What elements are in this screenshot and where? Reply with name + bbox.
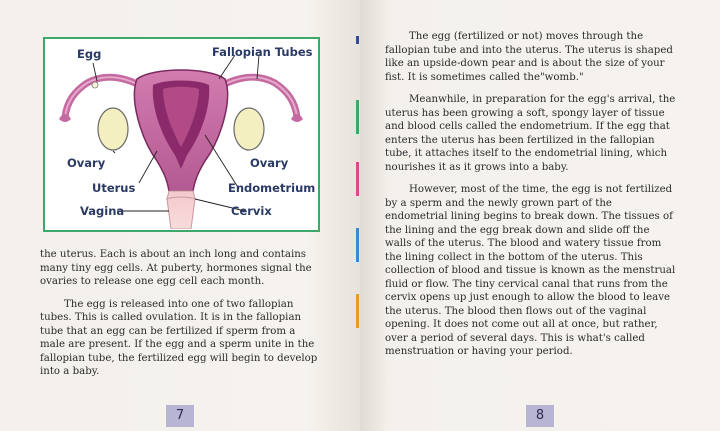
left-page-text: [40, 248, 322, 388]
page-number-left: 7: [166, 405, 194, 427]
label-uterus: Uterus: [92, 181, 136, 195]
label-ovary-right: Ovary: [250, 156, 289, 170]
uterus-illustration: [45, 39, 317, 229]
right-ovary-shape: [234, 108, 264, 150]
label-fallopian-tubes: Fallopian Tubes: [212, 45, 313, 59]
paragraph: The egg (fertilized or not) moves through the fallopian tube and into the uterus. The uterus is shaped like an upside-down pear and is about the size of your fist. It is sometimes called the"womb.": [385, 31, 673, 83]
label-ovary-left: Ovary: [67, 156, 106, 170]
paragraph: The egg is released into one of two fallopian tubes. This is called ovulation. It is in the fallopian tube that an egg can be fertilized if sperm from a male are present. If the egg and a sperm unite in the fallopian tube, the fertilized egg will begin to develop into a baby.: [40, 298, 318, 377]
label-egg: Egg: [77, 47, 102, 61]
paragraph: Meanwhile, in preparation for the egg's arrival, the uterus has been growing a soft, spongy layer of tissue and blood cells called the endometrium. If the egg that enters the uterus has been fertilized in the fallopian tube, it attaches itself to the endometrial lining, which nourishes it as it grows into a baby.: [385, 94, 676, 173]
paragraph: the uterus. Each is about an inch long and contains many tiny egg cells. At puberty, hormones signal the ovaries to release one egg cell each month.: [40, 249, 312, 287]
label-endometrium: Endometrium: [228, 181, 316, 195]
page-number-right: 8: [526, 405, 554, 427]
edge-tab: [356, 294, 359, 328]
right-page: [360, 0, 720, 431]
edge-tab: [356, 228, 359, 262]
edge-tab: [356, 162, 359, 196]
right-page-text: [385, 30, 677, 368]
edge-tab: [356, 100, 359, 134]
left-ovary-shape: [98, 108, 128, 150]
paragraph: However, most of the time, the egg is not fertilized by a sperm and the newly grown part of the endometrial lining begins to break down. The tissues of the lining and the egg break down and slide off the walls of the uterus. The blood and watery tissue from the lining collect in the bottom of the uterus. This collection of blood and tissue is known as the menstrual fluid or flow. The tiny cervical canal that runs from the cervix opens up just enough to allow the blood to leave the uterus. The blood then flows out of the vaginal opening. It does not come out all at once, but rather, over a period of several days. This is what's called menstruation or having your period.: [385, 184, 676, 357]
label-vagina: Vagina: [80, 204, 125, 218]
label-cervix: Cervix: [231, 204, 272, 218]
edge-tab: [356, 36, 359, 44]
reproductive-system-diagram: [43, 37, 320, 232]
